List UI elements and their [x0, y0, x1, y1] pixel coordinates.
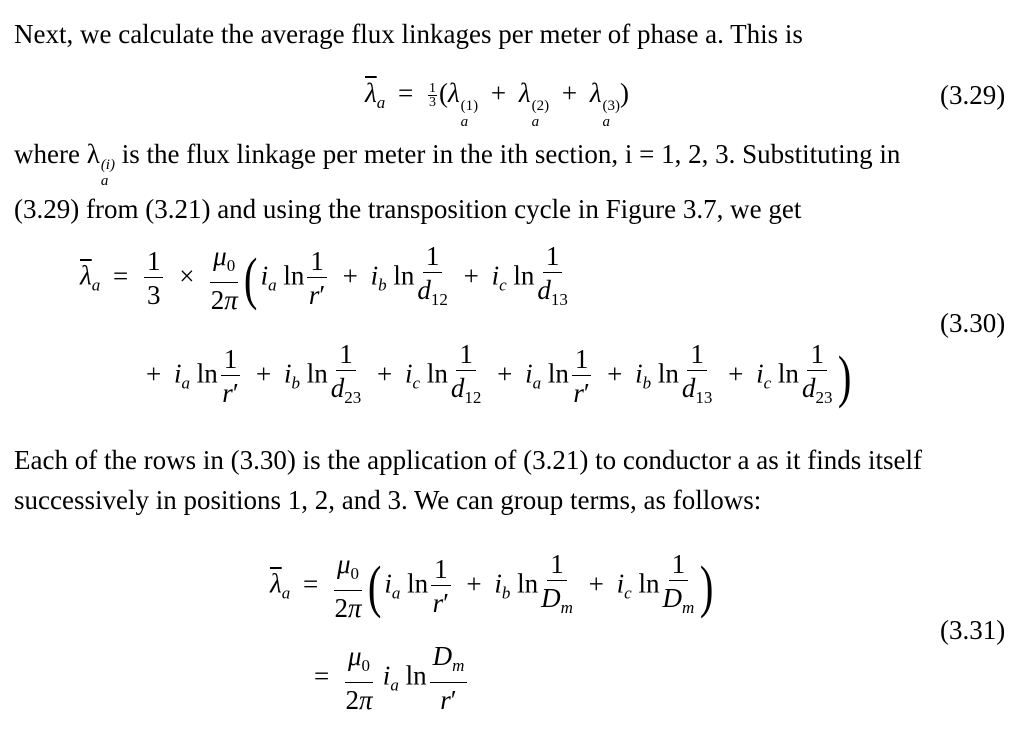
equation-3-29: $\overline{\lambda}_a$ = $\frac{1}{3}$ (λ (1) a + λ (2) a + λ (3) a ) — [365, 78, 630, 130]
paragraph-each-row-line-1: Each of the rows in (3.30) is the application of (3.21) to conductor a as it finds itself — [14, 445, 923, 475]
paragraph-where-line-2: (3.29) from (3.21) and using the transposition cycle in Figure 3.7, we get — [14, 194, 802, 224]
equation-number-3-30: (3.30) — [940, 308, 1006, 338]
equation-3-31-row-2: = $\frac{\mu_0}{2\pi}$ $i_a$ ln $\frac{D_m}{r'}$ — [308, 640, 470, 717]
paragraph-intro-text: Next, we calculate the average flux linkages per meter of phase a. This is — [14, 19, 803, 49]
paragraph-where-line-1: where λ (i) a is the flux linkage per meter in the ith section, i = 1, 2, 3. Substituting in — [14, 139, 901, 189]
paragraph-each-row — [14, 440, 1014, 520]
equation-number-3-31: (3.31) — [940, 615, 1006, 645]
equation-3-31-row-1: $\overline{\lambda}_a$ = $\frac{\mu_0}{2\pi}$ ( $i_a$ ln $\frac{1}{r'}$ + $i_b$ ln $\frac{1}{D_m}$ + $i_c$ ln $\frac{1}{D_m}$ ) — [270, 549, 714, 623]
equation-3-30-row-1: $\overline{\lambda}_a$ = $\frac{1}{3}$ × $\frac{\mu_0}{2\pi}$ ( $i_a$ ln $\frac{1}{r'}$ + $i_b$ ln $\frac{1}{d_{12}}$ + $i_c$ ln $\frac{1}{d_{13}}$ — [80, 241, 568, 315]
paragraph-each-row-line-2: successively in positions 1, 2, and 3. We can group terms, as follows: — [14, 485, 762, 515]
equation-3-30-row-2: + $i_a$ ln $\frac{1}{r'}$ + $i_b$ ln $\frac{1}{d_{23}}$ + $i_c$ ln $\frac{1}{d_{12}}$ + $i_a$ ln $\frac{1}{r'}$ + $i_b$ ln $\frac{1}{d_{13}}$ + $i_c$ ln $\frac{1}{d_{23}}$ ) — [146, 339, 852, 409]
equation-number-3-29: (3.29) — [940, 80, 1006, 110]
paragraph-intro — [14, 14, 1014, 54]
paragraph-where — [14, 134, 1014, 229]
